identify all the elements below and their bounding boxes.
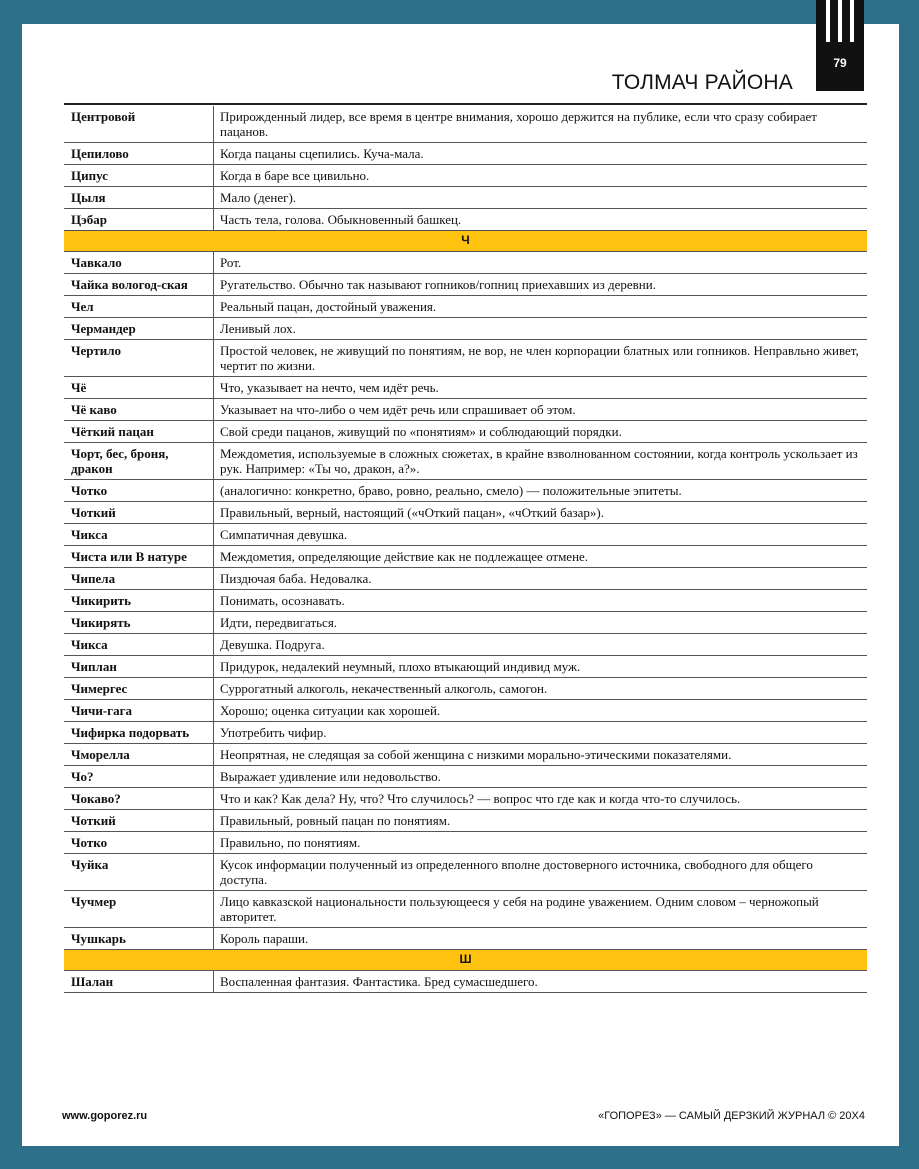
term-cell: Чиплан	[64, 656, 214, 678]
term-cell: Центровой	[64, 106, 214, 143]
term-cell: Чотко	[64, 832, 214, 854]
term-cell: Чёткий пацан	[64, 421, 214, 443]
term-cell: Чавкало	[64, 252, 214, 274]
definition-cell: Воспаленная фантазия. Фантастика. Бред сумасшедшего.	[214, 971, 868, 993]
table-row	[64, 971, 867, 993]
table-row	[64, 399, 867, 421]
definition-cell: Прирожденный лидер, все время в центре внимания, хорошо держится на публике, если что сразу собирает пацанов.	[214, 106, 868, 143]
term-cell: Чё каво	[64, 399, 214, 421]
section-letter: Ш	[64, 950, 867, 971]
definition-cell: Когда в баре все цивильно.	[214, 165, 868, 187]
term-cell: Чморелла	[64, 744, 214, 766]
term-cell: Чокаво?	[64, 788, 214, 810]
table-row	[64, 296, 867, 318]
definition-cell: Неопрятная, не следящая за собой женщина с низкими морально-этическими показателями.	[214, 744, 868, 766]
section-header	[64, 950, 867, 971]
definition-cell: Правильный, верный, настоящий («чОткий пацан», «чОткий базар»).	[214, 502, 868, 524]
definition-cell: Междометия, используемые в сложных сюжетах, в крайне взволнованном состоянии, когда контроль ускользает из рук. Например: «Ты чо, дракон, а?».	[214, 443, 868, 480]
definition-cell: Понимать, осознавать.	[214, 590, 868, 612]
term-cell: Чиста или В натуре	[64, 546, 214, 568]
table-row	[64, 766, 867, 788]
definition-cell: Симпатичная девушка.	[214, 524, 868, 546]
definition-cell: Что, указывает на нечто, чем идёт речь.	[214, 377, 868, 399]
table-row	[64, 788, 867, 810]
table-row	[64, 274, 867, 296]
glossary-table	[64, 106, 867, 993]
footer-site: www.goporez.ru	[62, 1110, 148, 1122]
table-row	[64, 634, 867, 656]
section-letter: Ч	[64, 231, 867, 252]
header-rule	[64, 103, 867, 105]
term-cell: Чоткий	[64, 502, 214, 524]
page-title: ТОЛМАЧ РАЙОНА	[611, 71, 793, 94]
tab-stripe	[838, 0, 842, 42]
definition-cell: Придурок, недалекий неумный, плохо втыкающий индивид муж.	[214, 656, 868, 678]
term-cell: Чорт, бес, броня, дракон	[64, 443, 214, 480]
definition-cell: Мало (денег).	[214, 187, 868, 209]
term-cell: Чифирка подорвать	[64, 722, 214, 744]
table-row	[64, 656, 867, 678]
definition-cell: Суррогатный алкоголь, некачественный алкоголь, самогон.	[214, 678, 868, 700]
term-cell: Чуйка	[64, 854, 214, 891]
table-row	[64, 502, 867, 524]
term-cell: Цэбар	[64, 209, 214, 231]
footer-tagline: «ГОПОРЕЗ» — САМЫЙ ДЕРЗКИЙ ЖУРНАЛ © 20Х4	[598, 1110, 865, 1122]
table-row	[64, 187, 867, 209]
definition-cell: Кусок информации полученный из определенного вполне достоверного источника, свободного для общего доступа.	[214, 854, 868, 891]
table-row	[64, 928, 867, 950]
tab-stripe	[826, 0, 830, 42]
table-row	[64, 612, 867, 634]
table-row	[64, 524, 867, 546]
definition-cell: Употребить чифир.	[214, 722, 868, 744]
term-cell: Чушкарь	[64, 928, 214, 950]
table-row	[64, 480, 867, 502]
term-cell: Чичи-гага	[64, 700, 214, 722]
term-cell: Чикса	[64, 634, 214, 656]
term-cell: Чимергес	[64, 678, 214, 700]
definition-cell: Правильно, по понятиям.	[214, 832, 868, 854]
term-cell: Чотко	[64, 480, 214, 502]
definition-cell: Свой среди пацанов, живущий по «понятиям» и соблюдающий порядки.	[214, 421, 868, 443]
definition-cell: Правильный, ровный пацан по понятиям.	[214, 810, 868, 832]
term-cell: Ципус	[64, 165, 214, 187]
term-cell: Чипела	[64, 568, 214, 590]
table-row	[64, 832, 867, 854]
table-row	[64, 165, 867, 187]
table-row	[64, 546, 867, 568]
term-cell: Чучмер	[64, 891, 214, 928]
table-row	[64, 252, 867, 274]
term-cell: Цепилово	[64, 143, 214, 165]
term-cell: Чё	[64, 377, 214, 399]
table-row	[64, 377, 867, 399]
term-cell: Чертило	[64, 340, 214, 377]
table-row	[64, 700, 867, 722]
table-row	[64, 891, 867, 928]
definition-cell: Рот.	[214, 252, 868, 274]
table-row	[64, 568, 867, 590]
table-row	[64, 318, 867, 340]
tab-stripe	[850, 0, 854, 42]
table-row	[64, 678, 867, 700]
definition-cell: Лицо кавказской национальности пользующееся у себя на родине уважением. Одним словом – черножопый авторитет.	[214, 891, 868, 928]
definition-cell: Междометия, определяющие действие как не подлежащее отмене.	[214, 546, 868, 568]
definition-cell: Реальный пацан, достойный уважения.	[214, 296, 868, 318]
table-row	[64, 421, 867, 443]
table-row	[64, 854, 867, 891]
table-row	[64, 590, 867, 612]
term-cell: Чикса	[64, 524, 214, 546]
term-cell: Чайка вологод-ская	[64, 274, 214, 296]
definition-cell: Указывает на что-либо о чем идёт речь или спрашивает об этом.	[214, 399, 868, 421]
definition-cell: Пиздючая баба. Недовалка.	[214, 568, 868, 590]
definition-cell: Король параши.	[214, 928, 868, 950]
definition-cell: (аналогично: конкретно, браво, ровно, реально, смело) — положительные эпитеты.	[214, 480, 868, 502]
term-cell: Чермандер	[64, 318, 214, 340]
definition-cell: Что и как? Как дела? Ну, что? Что случилось? — вопрос что где как и когда что-то случилось.	[214, 788, 868, 810]
term-cell: Цыля	[64, 187, 214, 209]
term-cell: Чикирить	[64, 590, 214, 612]
section-header	[64, 231, 867, 252]
definition-cell: Простой человек, не живущий по понятиям, не вор, не член корпорации блатных или гопников. Неправльно живет, чертит по жизни.	[214, 340, 868, 377]
table-row	[64, 106, 867, 143]
table-row	[64, 443, 867, 480]
table-row	[64, 744, 867, 766]
definition-cell: Выражает удивление или недовольство.	[214, 766, 868, 788]
definition-cell: Когда пацаны сцепились. Куча-мала.	[214, 143, 868, 165]
term-cell: Чоткий	[64, 810, 214, 832]
term-cell: Чел	[64, 296, 214, 318]
term-cell: Чо?	[64, 766, 214, 788]
definition-cell: Часть тела, голова. Обыкновенный башкец.	[214, 209, 868, 231]
term-cell: Чикирять	[64, 612, 214, 634]
page-tab	[816, 0, 864, 91]
definition-cell: Хорошо; оценка ситуации как хорошей.	[214, 700, 868, 722]
table-row	[64, 340, 867, 377]
page-number: 79	[833, 56, 847, 70]
definition-cell: Девушка. Подруга.	[214, 634, 868, 656]
table-row	[64, 209, 867, 231]
table-row	[64, 810, 867, 832]
definition-cell: Ленивый лох.	[214, 318, 868, 340]
table-row	[64, 143, 867, 165]
definition-cell: Идти, передвигаться.	[214, 612, 868, 634]
term-cell: Шалан	[64, 971, 214, 993]
table-row	[64, 722, 867, 744]
magazine-page	[22, 24, 899, 1146]
definition-cell: Ругательство. Обычно так называют гопников/гопниц приехавших из деревни.	[214, 274, 868, 296]
